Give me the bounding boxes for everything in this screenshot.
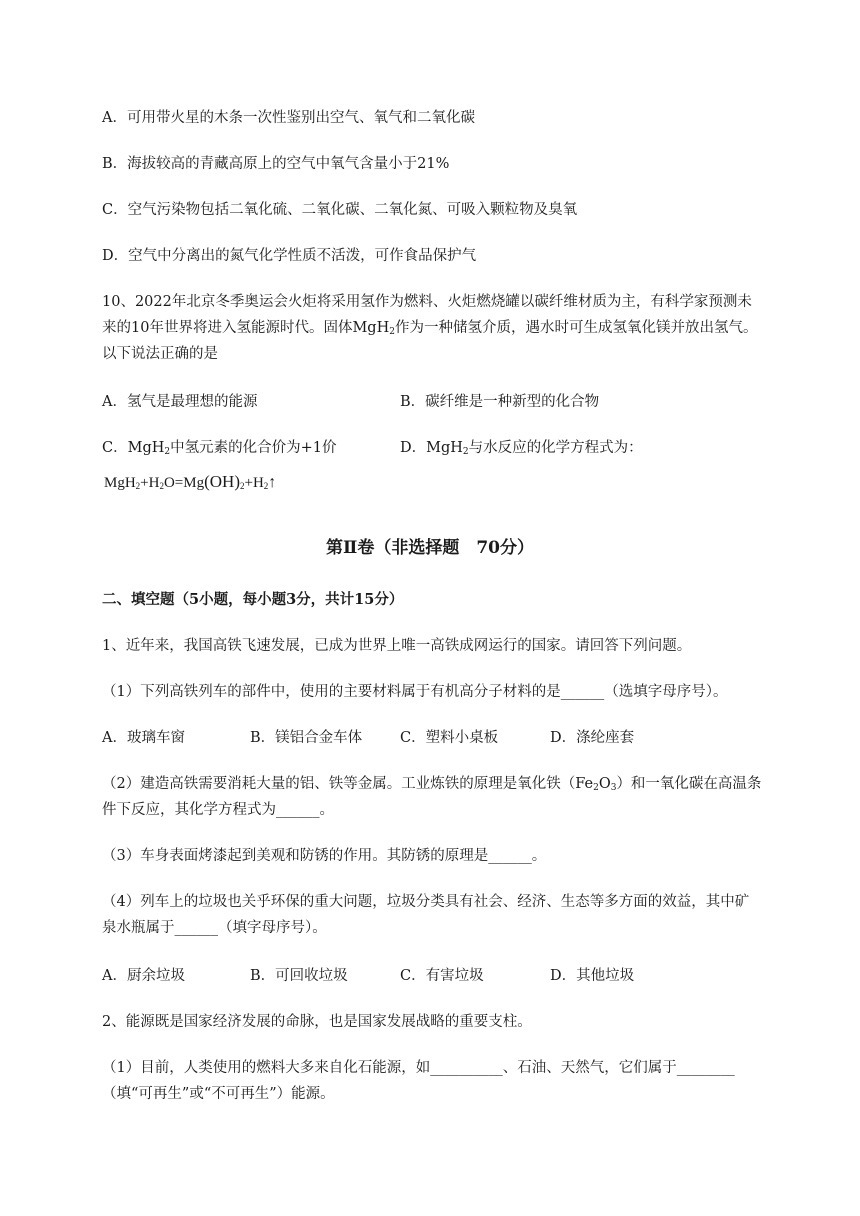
fill1-sub1: （1）下列高铁列车的部件中，使用的主要材料属于有机高分子材料的是______（选填字母序号）。	[102, 684, 728, 700]
fill1-sub2-line2: 件下反应，其化学方程式为______。	[102, 802, 334, 818]
q10-option-c: C．MgH$_2$中氢元素的化合价为+1价	[102, 440, 337, 457]
fill1-sub4-option-a: A．厨余垃圾	[102, 968, 185, 984]
fill1-sub4-option-c: C．有害垃圾	[400, 968, 484, 984]
fill2-sub1-line2: （填“可再生”或“不可再生”）能源。	[102, 1086, 335, 1102]
fill1-sub4-line1: （4）列车上的垃圾也关乎环保的重大问题，垃圾分类具有社会、经济、生态等多方面的效益，其中矿	[102, 894, 750, 910]
q9-option-d: D．空气中分离出的氮气化学性质不活泼，可作食品保护气	[102, 248, 477, 264]
fill2-stem: 2、能源既是国家经济发展的命脉，也是国家发展战略的重要支柱。	[102, 1014, 532, 1030]
q9-option-c: C．空气污染物包括二氧化硫、二氧化碳、二氧化氮、可吸入颗粒物及臭氧	[102, 202, 578, 218]
fill1-sub1-option-a: A．玻璃车窗	[102, 730, 185, 746]
fill1-sub1-option-b: B．镁铝合金车体	[250, 730, 363, 746]
fill1-sub4-option-b: B．可回收垃圾	[250, 968, 348, 984]
fill1-sub2-line1: （2）建造高铁需要消耗大量的铝、铁等金属。工业炼铁的原理是氧化铁$(Fe_2O_3)$和一氧化碳在高温条	[102, 776, 762, 793]
q10-stem-line1: 10、2022年北京冬季奥运会火炬将采用氢作为燃料、火炬燃烧罐以碳纤维材质为主，有科学家预测未	[102, 294, 752, 310]
q10-option-b: B．碳纤维是一种新型的化合物	[400, 394, 600, 410]
q10-stem-line2: 来的10年世界将进入氢能源时代。固体MgH$_2$作为一种储氢介质，遇水时可生成氢氧化镁并放出氢气。	[102, 320, 758, 337]
section-2-title: 第Ⅱ卷（非选择题 70分）	[326, 538, 534, 558]
part-2-heading: 二、填空题（5小题，每小题3分，共计15分）	[102, 591, 404, 608]
fill1-stem: 1、近年来，我国高铁飞速发展，已成为世界上唯一高铁成网运行的国家。请回答下列问题。	[102, 638, 692, 654]
q9-option-b: B．海拔较高的青藏高原上的空气中氧气含量小于21%	[102, 156, 450, 172]
q9-option-a: A．可用带火星的木条一次性鉴别出空气、氧气和二氧化碳	[102, 110, 475, 126]
fill1-sub4-option-d: D．其他垃圾	[550, 968, 635, 984]
q10-chemical-equation: $MgH_2+H_2O=Mg(OH)_2+H_2↑$	[104, 472, 277, 491]
fill1-sub1-option-d: D．涤纶座套	[550, 730, 635, 746]
fill1-sub3: （3）车身表面烤漆起到美观和防锈的作用。其防锈的原理是______。	[102, 848, 547, 864]
q10-option-a: A．氢气是最理想的能源	[102, 394, 258, 410]
fill2-sub1-line1: （1）目前，人类使用的燃料大多来自化石能源，如__________、石油、天然气，它们属于________	[102, 1060, 735, 1076]
fill1-sub4-line2: 泉水瓶属于______（填字母序号）。	[102, 920, 327, 936]
q10-option-d: D．MgH$_2$与水反应的化学方程式为：	[400, 440, 643, 457]
fill1-sub1-option-c: C．塑料小桌板	[400, 730, 499, 746]
q10-stem-line3: 以下说法正确的是	[102, 346, 218, 362]
